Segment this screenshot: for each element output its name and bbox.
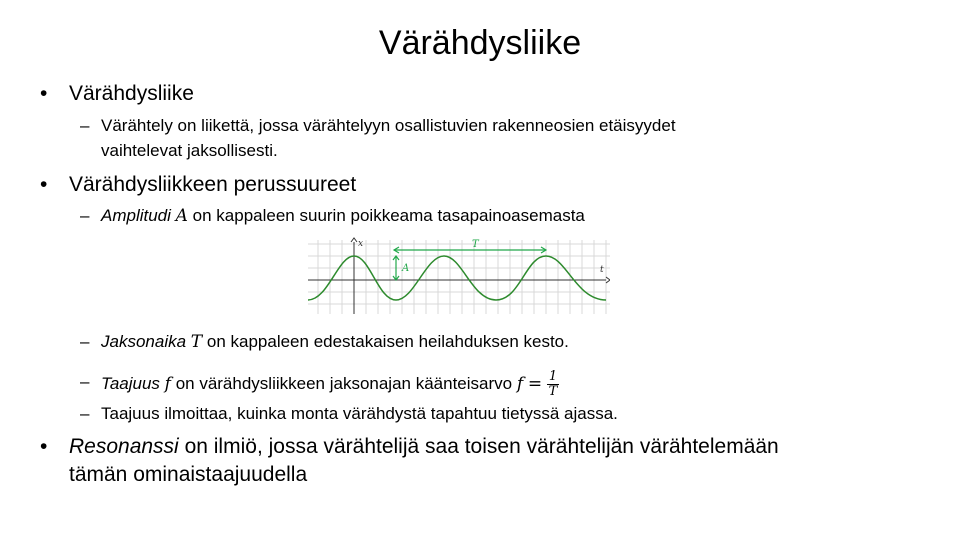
dash-marker: –: [80, 332, 90, 351]
dash-marker: –: [80, 206, 90, 225]
period-description: on kappaleen edestakaisen heilahduksen kesto.: [206, 332, 569, 351]
bullet-dot: •: [40, 435, 48, 458]
sine-curve: [308, 256, 606, 300]
period-term: Jaksonaika: [101, 332, 187, 351]
amplitude-symbol: A: [175, 206, 188, 226]
oscillation-graph: [308, 236, 610, 316]
frequency-formula-lhs: f: [516, 373, 524, 394]
dash-marker: –: [80, 372, 90, 391]
frequency-formula-fraction: [547, 370, 559, 399]
bullet-text: Värähdysliikkeen perussuureet: [69, 173, 357, 196]
dash-marker: –: [80, 404, 90, 423]
frequency-term: Taajuus: [101, 373, 160, 393]
x-axis-label: x: [358, 239, 364, 249]
slide-title: Värähdysliike: [378, 24, 582, 62]
t-axis-arrow: [606, 277, 610, 283]
amplitude-description: on kappaleen suurin poikkeama tasapainoasemasta: [192, 206, 585, 225]
x-axis-arrow: [351, 238, 357, 242]
bullet-dot: •: [40, 82, 48, 105]
period-symbol: T: [190, 332, 203, 352]
resonance-description-line-2: tämän ominaistaajuudella: [69, 463, 308, 486]
amplitude-term: Amplitudi: [101, 206, 171, 225]
resonance-term: Resonanssi: [69, 435, 179, 458]
frequency-symbol: f: [164, 373, 171, 394]
bullet-text: Värähdysliike: [69, 82, 194, 105]
frequency-description: on värähdysliikkeen jaksonajan käänteisarvo: [175, 373, 513, 393]
resonance-description-line-1: on ilmiö, jossa värähtelijä saa toisen värähtelijän värähtelemään: [184, 435, 779, 458]
fraction-numerator: 1: [548, 369, 558, 384]
frequency-formula-equals: =: [527, 373, 543, 394]
frequency-note-text: Taajuus ilmoittaa, kuinka monta värähdystä tapahtuu tietyssä ajassa.: [101, 404, 618, 423]
definition-line-1: Värähtely on liikettä, jossa värähtelyyn osallistuvien rakenneosien etäisyydet: [101, 116, 676, 135]
period-label: T: [472, 239, 479, 250]
amplitude-label: A: [402, 263, 410, 274]
bullet-dot: •: [40, 173, 48, 196]
graph-grid: [308, 240, 610, 314]
definition-line-2: vaihtelevat jaksollisesti.: [101, 141, 278, 160]
fraction-denominator: T: [548, 384, 558, 399]
dash-marker: –: [80, 116, 90, 135]
t-axis-label: t: [600, 265, 604, 275]
